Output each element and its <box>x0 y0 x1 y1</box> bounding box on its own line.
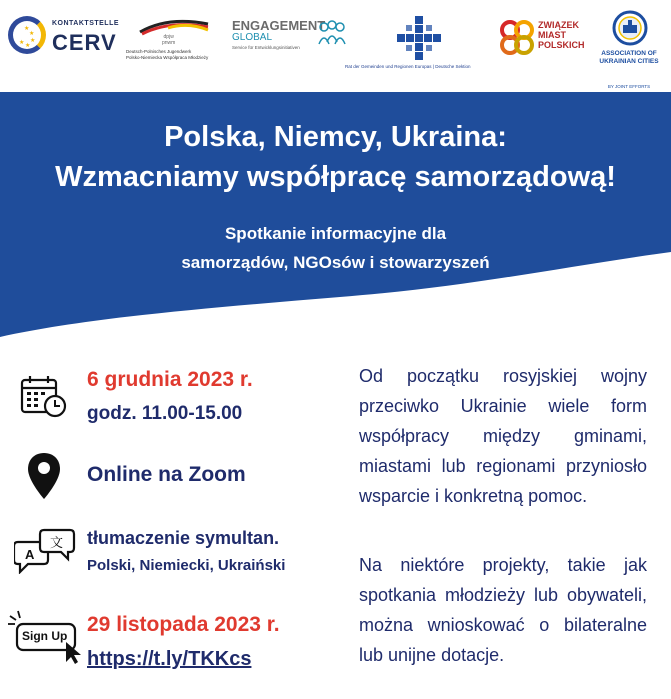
sign-up-badge: Sign Up <box>22 629 68 643</box>
title-line-1: Polska, Niemcy, Ukraina: <box>164 121 507 153</box>
auc-badge-icon <box>612 10 648 46</box>
cerv-ring-icon: ★ ★ ★ ★ ★ <box>8 16 46 54</box>
subtitle-line-2: samorządów, NGOsów i stowarzyszeń <box>181 253 490 272</box>
cerv-logo <box>8 14 118 64</box>
title-line-2: Wzmacniamy współpracę samorządową! <box>55 161 616 193</box>
grants-paragraph: Na niektóre projekty, takie jak spotkania młodzieży lub obywateli, można wnioskować o bilateralne lub unijne dotacje. <box>359 555 647 665</box>
zmp-text: ZWIĄZEK MIAST POLSKICH <box>538 20 585 50</box>
calendar-clock-icon <box>20 375 68 419</box>
signup-link[interactable]: https://t.ly/TKKcs <box>87 648 252 670</box>
event-time: godz. 11.00-15.00 <box>87 403 243 424</box>
subtitle-line-1: Spotkanie informacyjne dla <box>224 224 447 243</box>
event-date: 6 grudnia 2023 r. <box>87 368 253 391</box>
intro-paragraph: Od początku rosyjskiej wojny przeciwko Ukrainie wiele form współpracy między gminami, miastami lub regionami przyniosło wsparcie i konkretną pomoc. <box>359 366 647 506</box>
zmp-logo <box>498 18 593 62</box>
cerv-name: CERV <box>52 30 117 55</box>
translation-title: tłumaczenie symultan. <box>87 528 280 548</box>
zmp-rings-icon <box>498 18 536 58</box>
partner-logos-strip <box>0 0 671 92</box>
translation-languages: Polski, Niemiecki, Ukraiński <box>87 557 286 574</box>
rgre-logo <box>345 16 495 76</box>
global-text: GLOBAL <box>232 32 273 43</box>
svg-text:文: 文 <box>50 536 64 551</box>
people-icon <box>316 20 348 50</box>
event-location: Online na Zoom <box>87 463 246 486</box>
engagement-text: ENGAGEMENT <box>232 18 326 33</box>
auc-logo <box>590 10 670 92</box>
dpjw-text: Deutsch-Polnisches Jugendwerk Polsko-Niemiecka Współpraca Młodzieży <box>126 49 209 60</box>
dpjw-abbrev: dpjw pnwm <box>162 34 176 46</box>
page-title <box>0 117 671 197</box>
auc-tagline: BY JOINT EFFORTS <box>607 84 651 89</box>
svg-text:A: A <box>25 547 35 562</box>
map-pin-icon <box>27 452 61 500</box>
engagement-global-logo <box>232 18 348 58</box>
dpjw-logo <box>126 14 226 66</box>
signup-deadline: 29 listopada 2023 r. <box>87 613 280 636</box>
rgre-text: Rat der Gemeinden und Regionen Europas | Deutsche Sektion <box>345 64 471 69</box>
rgre-cross-icon <box>397 16 441 60</box>
auc-text: ASSOCIATION OF UKRAINIAN CITIES <box>599 50 659 65</box>
engagement-tagline: Service für Entwicklungsinitiativen <box>232 45 300 50</box>
cerv-top-text: KONTAKTSTELLE <box>52 20 120 27</box>
page-subtitle <box>0 219 671 277</box>
translation-bubbles-icon <box>14 528 76 574</box>
